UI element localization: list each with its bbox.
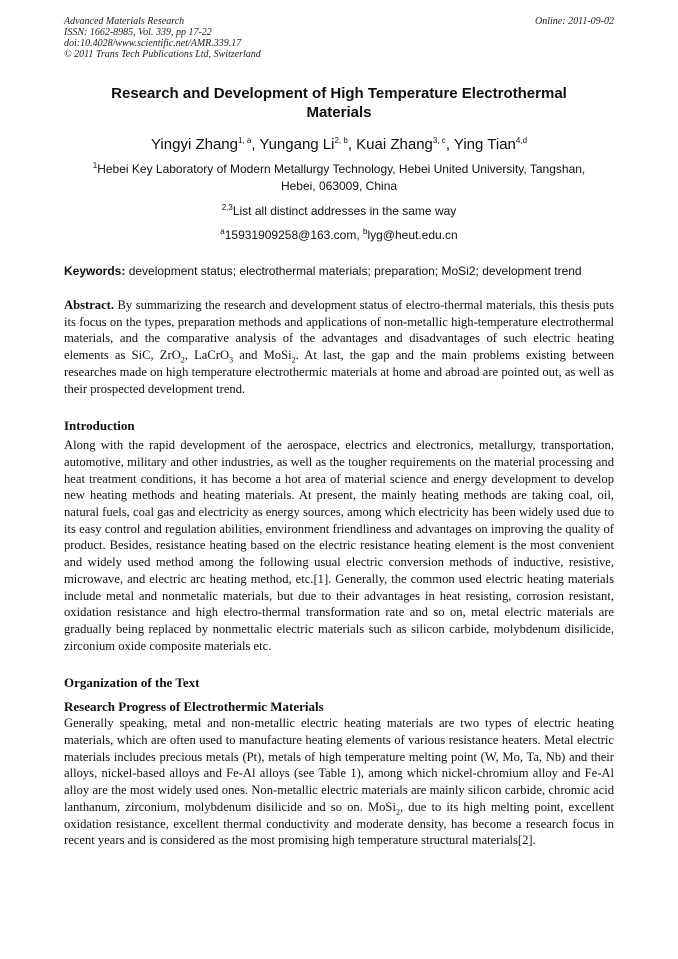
email-mark-a: a bbox=[220, 227, 225, 236]
affiliation-mark: 1 bbox=[92, 161, 98, 170]
email-b: lyg@heut.edu.cn bbox=[367, 228, 458, 242]
research-progress-subheading: Research Progress of Electrothermic Materials bbox=[64, 699, 324, 715]
doi-line: doi:10.4028/www.scientific.net/AMR.339.17 bbox=[64, 38, 242, 49]
abstract-label: Abstract. bbox=[64, 298, 115, 312]
subscript: 3 bbox=[229, 355, 234, 365]
abstract-text: , LaCrO bbox=[184, 348, 230, 363]
subscript: 2 bbox=[180, 355, 185, 365]
keywords-text: development status; electrothermal materials; preparation; MoSi2; development trend bbox=[125, 264, 582, 278]
email-line bbox=[64, 227, 614, 244]
author-separator: , bbox=[251, 136, 260, 153]
paragraph-text: Generally speaking, metal and non-metallic electric heating materials are two types of electric heating materials, which are often used to manufacture heating elements of various resistance heaters. Metal electric materials includes precious metals (Pt), metals of high temperature melting point (W, Mo, Ta, Nb) and their alloys, nickel-based alloys and Fe-Al alloys (see Table 1), among which nickel-chromium alloy and Fe-Al alloy are the most widely used ones. Non-metallic electric materials are mainly silicon carbide, chromic acid lanthanum, zirconium, molybdenum disilicide and so on. MoSi bbox=[64, 716, 614, 814]
abstract-paragraph bbox=[64, 297, 614, 397]
organization-heading: Organization of the Text bbox=[64, 675, 200, 691]
abstract-text: By summarizing the research and development status of electro-thermal materials, this thesis puts its focus on the types, preparation methods and applications of non-metallic high-temperature electrothermal materials, and the comparative analysis of the advantages and disadvantages of such electric heating elements as SiC, ZrO bbox=[64, 298, 614, 363]
keywords bbox=[64, 263, 614, 279]
subscript: 2 bbox=[395, 807, 400, 817]
author-name: Yingyi Zhang bbox=[150, 136, 238, 153]
affiliation-text: Hebei Key Laboratory of Modern Metallurgy Technology, Hebei United University, Tangshan, Hebei, 063009, China bbox=[97, 162, 586, 193]
research-progress-paragraph bbox=[64, 715, 614, 849]
email-a: 15931909258@163.com, bbox=[224, 228, 364, 242]
issn-line: ISSN: 1662-8985, Vol. 339, pp 17-22 bbox=[64, 27, 212, 38]
affiliation-2 bbox=[64, 203, 614, 220]
abstract-text: and MoSi bbox=[233, 348, 292, 363]
abstract-text: . At last, the gap and the main problems existing between researches made on high temperature electrothermic materials at home and abroad are pointed out, as well as their prospected development trend. bbox=[64, 348, 614, 396]
affiliation-1 bbox=[74, 161, 604, 195]
author-separator: , bbox=[445, 136, 454, 153]
introduction-heading: Introduction bbox=[64, 418, 135, 434]
paper-title: Research and Development of High Temperature Electrothermal Materials bbox=[111, 85, 567, 121]
affiliation-text: List all distinct addresses in the same way bbox=[232, 204, 457, 218]
author-name: Kuai Zhang bbox=[356, 136, 433, 153]
keywords-label: Keywords: bbox=[64, 264, 126, 278]
affiliation-mark: 2,3 bbox=[221, 203, 233, 212]
paragraph-text: , due to its high melting point, excellent oxidation resistance, excellent thermal conductivity and moderate density, has become a research focus in recent years and is considered as the most promising high temperature structural materials[2]. bbox=[64, 799, 615, 848]
journal-header bbox=[64, 16, 614, 60]
paper-page bbox=[64, 16, 614, 849]
author-name: Yungang Li bbox=[259, 136, 335, 153]
author-affiliation-mark: 1, a bbox=[237, 136, 252, 145]
author-list bbox=[64, 135, 614, 154]
subscript: 2 bbox=[291, 355, 296, 365]
online-date: Online: 2011-09-02 bbox=[535, 16, 614, 27]
author-separator: , bbox=[347, 136, 357, 153]
copyright-line: © 2011 Trans Tech Publications Ltd, Switzerland bbox=[64, 49, 261, 60]
journal-name: Advanced Materials Research bbox=[64, 16, 185, 27]
author-affiliation-mark: 4,d bbox=[515, 136, 528, 145]
introduction-paragraph: Along with the rapid development of the aerospace, electrics and electronics, metallurgy, transportation, automotive, military and other industries, as well as the tougher requirements on the material processing and heat treatment conditions, it has become a hot area of material science and energy development to develop new heating methods and heating materials. At present, the mainly heating methods are taking coal, oil, natural fuels, coal gas and electricity as energy sources, among which electricity has been widely used due to its easy control and regulation abilities, environment friendliness and advantages on improving the quality of product. Besides, resistance heating based on the electric resistance heating element is the most convenient and widely used method among the following usual electric conversion methods of inductive, resistive, microwave, and electric arc heating method, etc.[1]. Generally, the common used electric heating materials include metal and nonmetalic materials, but due to their advantages in heat resisting, corrosion resistant, oxidation resistance and high electro-thermal transformation rate and so on, metal electric materials are gradually being replaced by nonmettalic electric materials such as silicon carbide, molybdenum disilicide, zirconium oxide composite materials etc. bbox=[64, 438, 614, 653]
author-name: Ying Tian bbox=[453, 136, 516, 153]
author-affiliation-mark: 2, b bbox=[334, 136, 348, 145]
author-affiliation-mark: 3, c bbox=[432, 136, 446, 145]
email-mark-b: b bbox=[363, 227, 368, 236]
